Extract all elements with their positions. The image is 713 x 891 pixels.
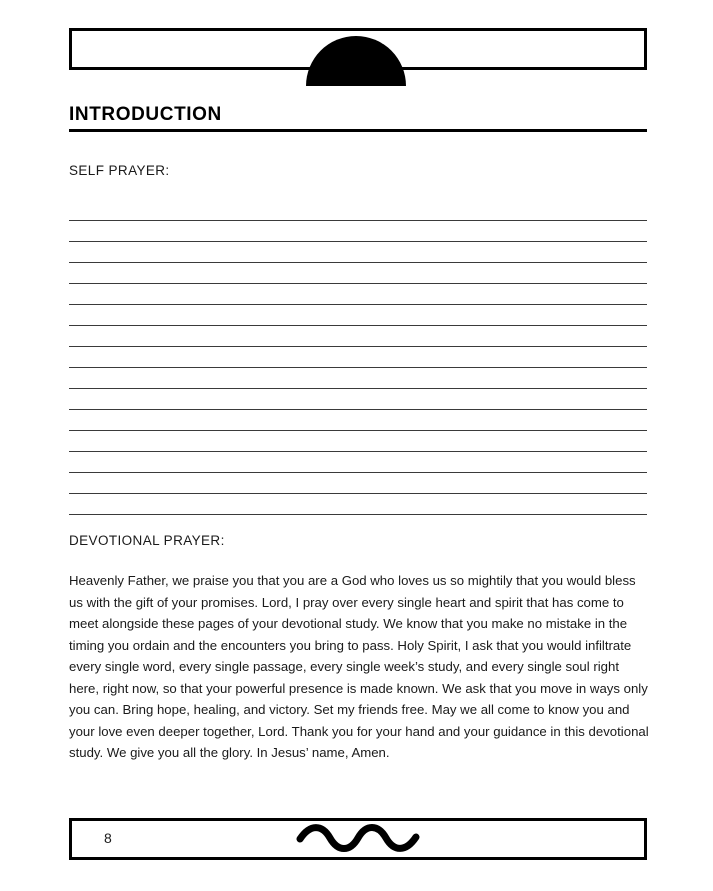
writing-line[interactable] xyxy=(69,284,647,305)
writing-line[interactable] xyxy=(69,263,647,284)
self-prayer-writing-lines[interactable] xyxy=(69,200,647,515)
writing-line[interactable] xyxy=(69,347,647,368)
title-underline-rule xyxy=(69,129,647,132)
page-title: INTRODUCTION xyxy=(69,104,222,125)
writing-line[interactable] xyxy=(69,221,647,242)
writing-line[interactable] xyxy=(69,200,647,221)
self-prayer-label: SELF PRAYER: xyxy=(69,163,170,178)
writing-line[interactable] xyxy=(69,368,647,389)
writing-line[interactable] xyxy=(69,326,647,347)
writing-line[interactable] xyxy=(69,473,647,494)
wave-squiggle-ornament-icon xyxy=(296,822,420,856)
writing-line[interactable] xyxy=(69,242,647,263)
devotional-prayer-label: DEVOTIONAL PRAYER: xyxy=(69,533,225,548)
writing-line[interactable] xyxy=(69,389,647,410)
writing-line[interactable] xyxy=(69,431,647,452)
page-number: 8 xyxy=(104,830,112,846)
writing-line[interactable] xyxy=(69,305,647,326)
devotional-prayer-body: Heavenly Father, we praise you that you are a God who loves us so mightily that you would bless us with the gift of your promises. Lord, I pray over every single heart and spirit that has come to meet alongside these pages of your devotional study. We know that you make no mistake in the timing you ordain and the encounters you bring to pass. Holy Spirit, I ask that you would infiltrate every single word, every single passage, every single week’s study, and every single soul right here, right now, so that your powerful presence is made known. We ask that you move in ways only you can. Bring hope, healing, and victory. Set my friends free. May we all come to know you and your love even deeper together, Lord. Thank you for your hand and your guidance in this devotional study. We give you all the glory. In Jesus’ name, Amen. xyxy=(69,573,649,760)
writing-line[interactable] xyxy=(69,410,647,431)
writing-line[interactable] xyxy=(69,494,647,515)
writing-line[interactable] xyxy=(69,452,647,473)
